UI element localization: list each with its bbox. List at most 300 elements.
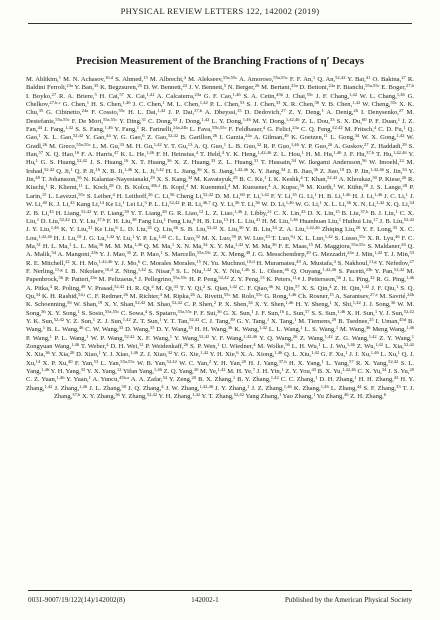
author-entry (347, 310, 377, 317)
author-entry (367, 235, 399, 242)
author-entry (140, 351, 172, 358)
author-affiliation: 1 (335, 325, 339, 331)
author-entry (44, 126, 73, 133)
author-affiliation: 31 (253, 158, 259, 164)
author-entry (189, 84, 226, 91)
author-entry (317, 76, 345, 83)
author-entry (362, 101, 397, 108)
author-entry (384, 251, 414, 258)
author-affiliation: 2 (202, 283, 206, 289)
author-entry (128, 109, 165, 116)
author-affiliation: 52,42 (72, 133, 84, 139)
author-entry (76, 201, 104, 208)
author-entry (229, 126, 266, 133)
author-entry (308, 210, 340, 217)
author-name: Z. Gao, (147, 134, 168, 142)
author-affiliation: 1,46 (342, 191, 351, 197)
author-affiliation: 34 (187, 174, 193, 180)
author-affiliation: 35 (392, 225, 398, 230)
author-affiliation: 1 (264, 174, 267, 180)
author-name: Y. Z. Sun, (65, 317, 93, 325)
author-affiliation: 35 (292, 191, 297, 197)
author-affiliation: 1,42 (374, 250, 383, 256)
author-name: S. A. Cetin, (243, 92, 277, 100)
author-entry (298, 293, 334, 300)
author-entry (346, 168, 384, 175)
author-entry (121, 310, 147, 317)
author-name: M. Destefanis, (26, 109, 414, 125)
author-name: X. Cai, (126, 92, 147, 100)
author-entry (26, 301, 72, 308)
author-name: X. L. Li, (323, 201, 347, 209)
author-entry (209, 243, 243, 250)
author-entry (26, 376, 65, 383)
author-name: Y. B. Chen, (321, 101, 353, 109)
author-entry (378, 126, 405, 133)
author-affiliation: 1 (278, 391, 282, 397)
author-name: W. L. Chang, (359, 92, 397, 100)
author-name: X. Liu, (219, 226, 239, 234)
author-entry (318, 368, 356, 375)
author-entry (72, 118, 118, 125)
author-entry (202, 393, 245, 400)
author-entry (321, 351, 348, 358)
author-name: Z. Wang, (299, 334, 325, 342)
author-name: H. P. Peng, (189, 276, 219, 284)
author-affiliation: 15 (196, 258, 201, 264)
author-entry (244, 210, 272, 217)
author-entry (334, 301, 361, 308)
author-affiliation: 1 (136, 124, 140, 130)
author-entry (237, 376, 279, 383)
author-name: S. L. Olsen, (251, 267, 285, 275)
author-entry (356, 360, 398, 367)
author-affiliation: 1,46 (50, 225, 59, 230)
author-name: I. Boyko, (26, 92, 52, 100)
author-name: M. Shao, (147, 301, 172, 309)
author-affiliation: 1,46 (333, 149, 342, 155)
author-name: D. M. Li, (215, 192, 241, 200)
author-entry (381, 84, 414, 91)
author-affiliation: 24a,24b (173, 124, 188, 130)
author-entry (76, 351, 101, 358)
author-entry (26, 351, 50, 358)
author-list (26, 76, 414, 576)
author-affiliation: 27,e (369, 291, 378, 297)
author-entry (189, 276, 229, 283)
author-entry (126, 143, 162, 150)
author-entry (91, 101, 130, 108)
author-affiliation: 54 (291, 158, 297, 164)
author-affiliation: 45d (399, 316, 406, 322)
author-affiliation: 52,42 (53, 316, 65, 322)
author-entry (203, 168, 248, 175)
author-affiliation: 16 (95, 166, 100, 172)
author-entry (230, 218, 261, 225)
author-affiliation: 1,42 (396, 133, 405, 139)
author-affiliation: 37,h (97, 216, 106, 222)
author-name: T. Hussain, (260, 159, 292, 167)
author-affiliation: 1 (70, 166, 73, 172)
author-name: M. H. Ye, (227, 368, 253, 376)
author-entry (169, 376, 196, 383)
author-affiliation: 36 (271, 241, 277, 247)
author-name: Y. F. Long, (362, 226, 393, 234)
author-entry (353, 201, 385, 208)
author-entry (194, 176, 237, 183)
author-entry (197, 218, 228, 225)
author-affiliation: 1,42 (157, 108, 166, 114)
author-affiliation: 26 (353, 108, 358, 114)
author-name: W. P. Wang, (90, 334, 125, 342)
author-name: J. Chai, (285, 92, 307, 100)
author-entry (370, 184, 407, 191)
author-entry (302, 285, 332, 292)
author-affiliation: 1 (314, 191, 317, 197)
author-entry (154, 226, 178, 233)
author-entry (350, 393, 386, 400)
author-entry (205, 210, 242, 217)
author-affiliation: 56 (58, 275, 64, 281)
author-affiliation: 1,42 (260, 191, 269, 197)
author-name: K. H. Rashid, (42, 292, 79, 300)
author-entry (321, 101, 360, 108)
author-name: X. Tang, (271, 317, 294, 325)
author-name: T. Luo, (271, 234, 291, 242)
author-name: M. Maggiora, (314, 242, 352, 250)
author-entry (302, 276, 341, 283)
author-affiliation: 24a (81, 108, 89, 114)
author-entry (142, 260, 201, 267)
author-entry (322, 226, 360, 233)
author-affiliation: 1,46 (337, 308, 346, 314)
author-affiliation: 8 (171, 266, 174, 272)
author-entry (292, 343, 321, 350)
author-affiliation: 48 (245, 250, 251, 256)
author-name: G. R. Liao, (168, 209, 199, 217)
author-name: Q. J. Xu, (26, 351, 414, 367)
author-entry (180, 285, 205, 292)
author-affiliation: 43 (300, 208, 306, 214)
author-affiliation: 1 (163, 216, 166, 222)
author-name: N. Kalantar-Nayestanaki, (83, 176, 151, 184)
author-affiliation: 45b,a (119, 375, 130, 381)
author-entry (195, 326, 233, 333)
author-affiliation: 52,42 (124, 333, 135, 339)
author-affiliation: 19 (97, 300, 103, 306)
author-affiliation: 52,42 (403, 216, 414, 222)
author-name: W. Gradl, (26, 134, 414, 150)
author-affiliation: 36 (216, 308, 222, 314)
author-name: K. L. He, (120, 151, 146, 159)
author-name: X. Xia, (26, 351, 46, 359)
author-name: S. Lusso, (334, 234, 359, 242)
author-affiliation: 1,46 (134, 241, 143, 247)
author-name: M. Rolo, (232, 292, 256, 300)
author-name: P. F. Duan, (368, 117, 398, 125)
author-entry (239, 76, 288, 83)
author-entry (188, 76, 237, 83)
author-entry (82, 310, 120, 317)
author-entry (313, 251, 354, 258)
author-entry (51, 368, 86, 375)
author-name: L. D. Liu, (119, 226, 148, 234)
author-entry (223, 310, 253, 317)
author-affiliation: 2 (208, 358, 212, 364)
author-affiliation: 31 (141, 116, 147, 122)
author-entry (176, 193, 213, 200)
author-entry (100, 84, 142, 91)
author-entry (49, 201, 75, 208)
author-entry (71, 218, 105, 225)
author-name: Z. A. Liu, (279, 226, 306, 234)
author-affiliation: 1,42 (235, 241, 244, 247)
author-name: Z. X. Meng, (213, 251, 246, 259)
author-name: A. Sarantsev, (335, 292, 370, 300)
author-name: M. Albrecht, (149, 76, 184, 83)
author-affiliation: 52,42 (171, 300, 183, 306)
author-entry (85, 184, 113, 191)
author-affiliation: 24a (347, 250, 354, 256)
author-affiliation: 1,46 (285, 199, 294, 205)
author-name: J. F. Hu, (343, 151, 367, 159)
author-entry (210, 101, 244, 108)
author-affiliation: 9,j (290, 233, 296, 239)
author-name: F. H. Liu, (106, 217, 132, 225)
author-name: Y. P. Guo, (300, 142, 328, 150)
author-entry (234, 326, 267, 333)
author-affiliation: 37,h (278, 358, 287, 364)
author-entry (268, 176, 302, 183)
author-name: Y. Fang, (114, 126, 137, 134)
author-affiliation: 41 (255, 216, 261, 222)
author-affiliation: 17 (373, 216, 378, 222)
author-name: Z. T. Sun, (132, 317, 160, 325)
author-entry (319, 376, 356, 383)
author-affiliation: 55b,55c (211, 124, 227, 130)
author-name: Z. Y. You, (285, 368, 312, 376)
author-entry (226, 151, 272, 158)
author-entry (233, 184, 271, 191)
author-name: H. B. Li, (318, 192, 343, 200)
author-name: L. Yang, (326, 359, 350, 367)
author-entry (245, 109, 286, 116)
author-entry (87, 293, 128, 300)
author-affiliation: 27,b,c (49, 99, 61, 105)
author-affiliation: 36 (45, 350, 50, 356)
author-entry (357, 343, 383, 350)
author-name: Y. H. Yan, (213, 359, 242, 367)
author-entry (245, 243, 277, 250)
author-name: D. Liu, (40, 217, 60, 225)
author-name: J. V. Bennett, (188, 84, 224, 92)
author-affiliation: 26 (401, 174, 407, 180)
author-affiliation: 33 (80, 366, 86, 372)
author-name: L. B. Guo, (228, 142, 257, 150)
author-name: C. Sowa, (120, 309, 145, 317)
author-affiliation: 34 (202, 241, 208, 247)
author-name: W. Imoehl, (369, 159, 400, 167)
author-affiliation: 57 (295, 283, 300, 289)
author-affiliation: 15 (308, 241, 313, 247)
author-name: K. Begzsuren, (100, 84, 138, 92)
author-affiliation: 23a (292, 124, 299, 130)
author-entry (212, 201, 239, 208)
author-entry (370, 210, 397, 217)
author-entry (301, 126, 343, 133)
author-name: F. Cossio, (91, 109, 119, 117)
author-name: J. Y. Zhang, (215, 384, 248, 392)
author-name: H. J. Li, (352, 192, 375, 200)
author-entry (247, 101, 281, 108)
author-affiliation: 1,46 (396, 91, 405, 97)
author-name: C. J. Tang, (201, 317, 231, 325)
author-entry (294, 385, 329, 392)
author-affiliation: 27 (363, 141, 369, 147)
author-name: M. Fritsch, (344, 126, 374, 134)
author-entry (339, 176, 377, 183)
author-affiliation: 1 (315, 375, 318, 381)
author-entry (106, 201, 125, 208)
author-affiliation: 40 (42, 199, 47, 205)
author-affiliation: 10,d (105, 76, 114, 80)
author-affiliation: 1 (301, 149, 304, 155)
author-name: F. Nerling, (26, 267, 55, 275)
author-name: Z. Y. Wang, (379, 334, 412, 342)
author-affiliation: 20 (191, 375, 197, 381)
author-affiliation: 1 (92, 316, 96, 322)
author-name: S. S. Sun, (311, 309, 338, 317)
author-entry (66, 318, 95, 325)
author-entry (252, 251, 311, 258)
author-name: Feng Liu, (167, 217, 194, 225)
author-affiliation: 1,42,46 (38, 233, 52, 239)
author-entry (181, 201, 210, 208)
author-name: L. Xia, (385, 343, 404, 350)
author-entry (207, 285, 237, 292)
author-entry (93, 210, 129, 217)
author-name: L. L. Ma, (73, 242, 99, 250)
author-name: M. M. Ma, (105, 242, 135, 250)
author-affiliation: 32 (369, 275, 375, 281)
author-entry (73, 243, 103, 250)
author-affiliation: 28 (108, 183, 114, 189)
author-name: L. H. Wu, (291, 343, 319, 350)
author-entry (26, 210, 54, 217)
author-entry (119, 118, 146, 125)
author-entry (46, 109, 88, 116)
author-affiliation: 34 (172, 116, 177, 122)
author-entry (286, 310, 310, 317)
author-entry (56, 168, 73, 175)
author-name: M. H. Gu, (126, 142, 154, 150)
author-name: A. Yuncu, (92, 376, 119, 384)
author-name: M. Wang, (339, 326, 366, 334)
author-name: C. Q. Feng, (300, 126, 333, 134)
author-name: L. Fava, (189, 126, 212, 134)
author-affiliation: 37,h (366, 149, 375, 155)
author-affiliation: 52,42 (189, 316, 200, 322)
author-entry (295, 201, 322, 208)
author-entry (26, 268, 63, 275)
author-affiliation: 1 (171, 241, 175, 247)
author-entry (221, 343, 255, 350)
author-name: H. Leithoff, (116, 192, 148, 200)
author-entry (163, 318, 199, 325)
page-footer (28, 590, 412, 604)
author-name: Ke Li, (105, 201, 123, 209)
author-affiliation: 4 (183, 76, 186, 80)
author-affiliation: 31 (36, 241, 41, 247)
author-affiliation: 4 (253, 341, 256, 347)
author-entry (144, 84, 187, 91)
author-name: S. Leiber, (86, 192, 113, 200)
author-name: L. Y. Dong, (211, 117, 243, 125)
author-affiliation: 1,46 (130, 350, 139, 356)
author-affiliation: 52,42 (114, 283, 125, 289)
author-name: Z. B. Li, (26, 209, 50, 217)
author-affiliation: 27,b (405, 83, 414, 89)
author-affiliation: 46 (284, 266, 289, 272)
author-affiliation: 26 (147, 191, 153, 197)
author-affiliation: 1,42 (270, 375, 279, 381)
author-affiliation: 32 (256, 141, 262, 147)
author-affiliation: 6 (142, 133, 145, 139)
author-name: X. S. Jiang, (203, 167, 235, 175)
author-affiliation: 35 (38, 108, 44, 114)
author-affiliation: 44 (356, 383, 362, 389)
author-name: C. Z. Yuan, (26, 376, 57, 384)
author-name: Y. J. Xiao, (102, 351, 131, 359)
author-name: Z. J. Sun, (97, 317, 123, 325)
author-affiliation: 4 (106, 341, 109, 347)
author-affiliation: 27 (51, 91, 57, 97)
author-affiliation: 55a,55c (55, 116, 70, 122)
author-entry (176, 268, 211, 275)
author-affiliation: 1,42,46 (234, 166, 249, 172)
author-entry (138, 218, 166, 225)
author-entry (147, 301, 182, 308)
author-name: D. X. Lin, (307, 209, 336, 217)
author-affiliation: 4 (333, 258, 336, 264)
author-entry (320, 168, 344, 175)
author-name: P. R. Li, (181, 201, 203, 209)
author-name: J. S. Yu, (388, 368, 410, 376)
author-name: Q. An, (317, 76, 336, 83)
author-affiliation: 1,42 (311, 350, 320, 356)
author-entry (47, 326, 84, 333)
author-entry (255, 301, 294, 308)
author-name: Y. Wang, (174, 334, 199, 342)
author-name: Y. M. Ma, (244, 242, 272, 250)
author-affiliation: 1,46 (71, 341, 80, 347)
author-entry (130, 293, 162, 300)
author-affiliation: 1 (232, 375, 236, 381)
author-name: K. J. Li, (48, 201, 70, 209)
author-entry (220, 134, 252, 141)
author-entry (59, 93, 97, 100)
author-affiliation: 29 (232, 174, 238, 180)
author-entry (202, 235, 236, 242)
author-affiliation: 11,g (54, 266, 63, 272)
author-entry (306, 151, 342, 158)
author-affiliation: 4 (227, 183, 231, 189)
author-name: L. L. Wang, (268, 326, 301, 334)
author-name: J. Q. Zhang, (128, 384, 162, 392)
author-entry (362, 134, 405, 141)
author-entry (190, 126, 227, 133)
author-entry (317, 393, 349, 400)
